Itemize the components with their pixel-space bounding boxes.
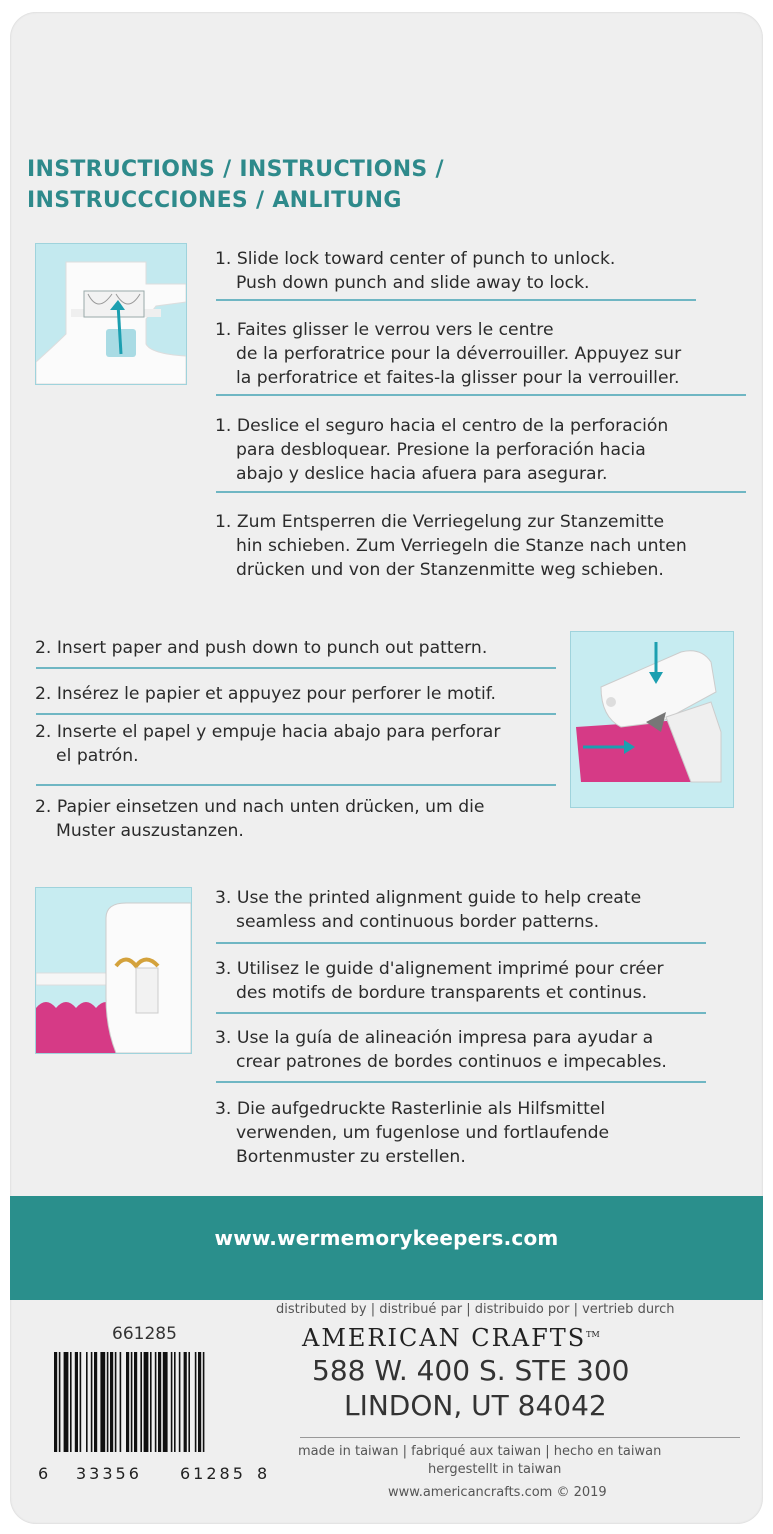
divider xyxy=(216,1081,706,1083)
divider xyxy=(36,713,556,715)
barcode-bar xyxy=(144,1352,149,1452)
barcode-bar xyxy=(140,1352,142,1452)
barcode-bar xyxy=(195,1352,197,1452)
barcode-digit-last: 8 xyxy=(257,1464,268,1483)
barcode-bar xyxy=(131,1352,133,1452)
step3-fr: 3. Utilisez le guide d'alignement imprimé pour créer des motifs de bordure transparents et continus. xyxy=(215,959,664,1003)
brand-name: AMERICAN CRAFTS™ xyxy=(302,1324,600,1352)
barcode-digits-right: 61285 xyxy=(180,1464,246,1483)
barcode-bar xyxy=(80,1352,82,1452)
trademark: TM xyxy=(586,1330,600,1339)
barcode xyxy=(50,1352,280,1464)
barcode-bar xyxy=(184,1352,187,1452)
website-link[interactable]: www.wermemorykeepers.com xyxy=(214,1226,559,1250)
divider xyxy=(216,299,696,301)
barcode-bar xyxy=(115,1352,117,1452)
barcode-bar xyxy=(171,1352,173,1452)
barcode-bar xyxy=(91,1352,93,1452)
address-line-2: LINDON, UT 84042 xyxy=(344,1389,607,1422)
barcode-bar xyxy=(188,1352,190,1452)
barcode-bar xyxy=(70,1352,72,1452)
barcode-bar xyxy=(54,1352,57,1452)
divider xyxy=(216,491,746,493)
barcode-bar xyxy=(203,1352,205,1452)
package-back-card xyxy=(10,12,763,1524)
made-in: made in taiwan | fabriqué aux taiwan | hecho en taiwan xyxy=(298,1444,662,1459)
step2-en: 2. Insert paper and push down to punch out pattern. xyxy=(35,638,488,658)
title-line-2: INSTRUCCCIONES / ANLITUNG xyxy=(27,188,402,213)
barcode-bar xyxy=(86,1352,88,1452)
divider xyxy=(36,784,556,786)
divider xyxy=(300,1437,740,1438)
divider xyxy=(216,942,706,944)
step3-es: 3. Use la guía de alineación impresa para ayudar a crear patrones de bordes continuos e impecables. xyxy=(215,1028,667,1072)
barcode-bar xyxy=(179,1352,181,1452)
step2-punch-illustration xyxy=(570,631,734,808)
step2-fr: 2. Insérez le papier et appuyez pour perforer le motif. xyxy=(35,684,497,704)
barcode-bar xyxy=(120,1352,122,1452)
copyright: www.americancrafts.com © 2019 xyxy=(388,1485,607,1500)
barcode-digit-first: 6 xyxy=(38,1464,49,1483)
barcode-bar xyxy=(174,1352,176,1452)
divider xyxy=(216,394,746,396)
instructions-title xyxy=(27,154,444,216)
barcode-bar xyxy=(158,1352,161,1452)
barcode-bar xyxy=(134,1352,137,1452)
step1-fr: 1. Faites glisser le verrou vers le centre de la perforatrice pour la déverrouiller. Appuyez sur la perforatrice et faites-la glisser pour la verrouiller. xyxy=(215,320,682,388)
step2-de: 2. Papier einsetzen und nach unten drücken, um die Muster auszustanzen. xyxy=(35,797,485,841)
made-in-de: hergestellt in taiwan xyxy=(428,1462,562,1477)
step1-unlock-illustration xyxy=(35,243,187,385)
divider xyxy=(216,1012,706,1014)
barcode-bar xyxy=(126,1352,129,1452)
title-line-1: INSTRUCTIONS / INSTRUCTIONS / xyxy=(27,157,444,182)
barcode-bar xyxy=(75,1352,78,1452)
barcode-bar xyxy=(100,1352,105,1452)
step3-en: 3. Use the printed alignment guide to help create seamless and continuous border patterns. xyxy=(215,888,642,932)
divider xyxy=(36,667,556,669)
barcode-digits-left: 33356 xyxy=(76,1464,142,1483)
step3-border-illustration xyxy=(35,887,192,1054)
barcode-bar xyxy=(155,1352,157,1452)
step1-de: 1. Zum Entsperren die Verriegelung zur Stanzemitte hin schieben. Zum Verriegeln die Stanze nach unten drücken und von der Stanzenmitte weg schieben. xyxy=(215,512,687,580)
barcode-bar xyxy=(64,1352,69,1452)
barcode-bar xyxy=(94,1352,97,1452)
step1-en: 1. Slide lock toward center of punch to unlock. Push down punch and slide away to lock. xyxy=(215,249,616,293)
step2-es: 2. Inserte el papel y empuje hacia abajo para perforar el patrón. xyxy=(35,722,501,766)
barcode-bar xyxy=(110,1352,113,1452)
step3-de: 3. Die aufgedruckte Rasterlinie als Hilfsmittel verwenden, um fugenlose und fortlaufende Bortenmuster zu erstellen. xyxy=(215,1099,610,1167)
step1-es: 1. Deslice el seguro hacia el centro de la perforación para desbloquear. Presione la perforación hacia abajo y deslice hacia afuera para asegurar. xyxy=(215,416,669,484)
barcode-bar xyxy=(107,1352,109,1452)
barcode-bar xyxy=(150,1352,152,1452)
distributed-by: distributed by | distribué par | distribuido por | vertrieb durch xyxy=(276,1302,675,1317)
address-line-1: 588 W. 400 S. STE 300 xyxy=(312,1354,630,1387)
barcode-bar xyxy=(163,1352,168,1452)
barcode-bar xyxy=(59,1352,61,1452)
sku-number: 661285 xyxy=(112,1324,177,1344)
barcode-bar xyxy=(198,1352,201,1452)
